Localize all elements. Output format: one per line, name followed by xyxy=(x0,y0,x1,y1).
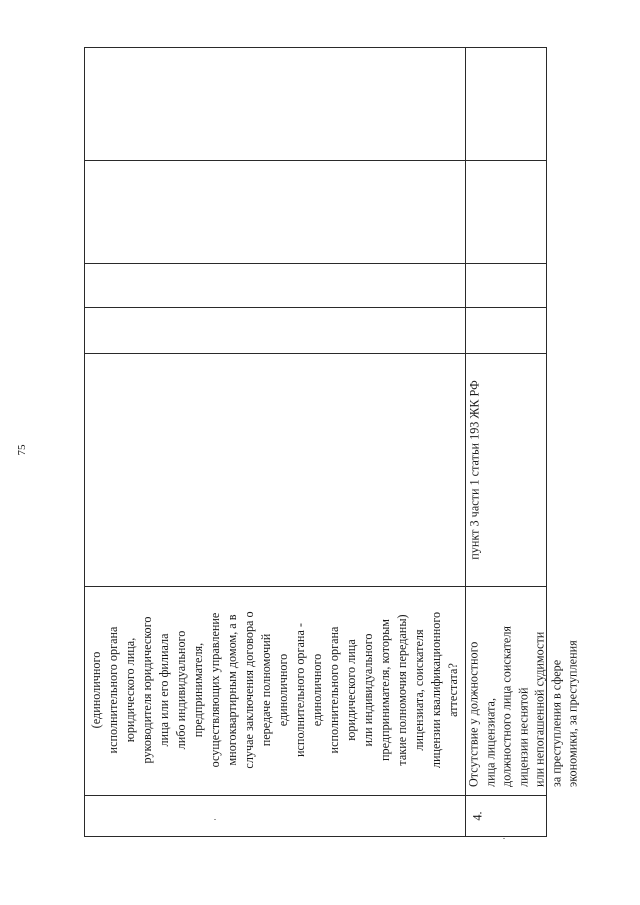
column-divider xyxy=(84,263,547,264)
requirement-line: единоличного xyxy=(310,653,324,727)
column-divider xyxy=(84,353,547,354)
column-divider xyxy=(84,160,547,161)
requirement-line: исполнительного органа - xyxy=(293,623,307,757)
requirement-continuation-cell xyxy=(88,593,462,787)
requirement-line: исполнительного органа xyxy=(327,626,341,754)
requirement-line: должностного лица соискателя xyxy=(499,625,514,787)
column-divider xyxy=(84,795,547,796)
row-number: 4. xyxy=(470,811,485,821)
requirement-line: лица или его филиала xyxy=(157,633,171,747)
requirement-line: лицензии квалификационного xyxy=(429,611,443,769)
scan-speck xyxy=(214,819,216,820)
requirement-line: передаче полномочий xyxy=(259,633,273,747)
requirement-line: лицензии неснятой xyxy=(515,687,530,787)
requirement-line: случае заключения договора о xyxy=(242,611,256,769)
requirement-line: единоличного xyxy=(276,653,290,727)
requirement-line: предпринимателя, которым xyxy=(378,619,392,761)
column-divider xyxy=(84,586,547,587)
requirement-line: многоквартирным домом, а в xyxy=(225,614,239,766)
requirement-line: юридического лица xyxy=(344,639,358,741)
requirement-line: экономики, за преступления xyxy=(565,640,580,787)
table-border-left xyxy=(84,47,85,837)
column-divider xyxy=(84,307,547,308)
requirement-line: предпринимателя, xyxy=(191,642,205,738)
table-border-top xyxy=(84,47,547,48)
requirement-line: аттестата? xyxy=(446,663,460,717)
requirement-line: за преступления в сфере xyxy=(548,659,563,787)
requirement-line: такие полномочия переданы) xyxy=(395,614,409,766)
requirement-line: руководителя юридического xyxy=(140,616,154,764)
requirement-line: юридического лица, xyxy=(123,637,137,743)
requirement-line: или индивидуального xyxy=(361,633,375,747)
requirement-line: или непогашенной судимости xyxy=(532,631,547,787)
requirement-line: лицензиата, соискателя xyxy=(412,629,426,751)
requirement-line: осуществляющих управление xyxy=(208,612,222,768)
requirement-line: Отсутствие у должностного xyxy=(466,641,481,787)
requirement-line: (единоличного xyxy=(89,651,103,729)
requirement-line: либо индивидуального xyxy=(174,630,188,750)
table-border-bottom xyxy=(84,836,547,837)
requirement-cell xyxy=(465,593,581,787)
scan-speck xyxy=(503,838,505,839)
requirement-line: исполнительного органа xyxy=(106,626,120,754)
legal-reference-cell: пункт 3 части 1 статьи 193 ЖК РФ xyxy=(467,380,482,560)
page-number: 75 xyxy=(16,444,28,456)
requirement-line: лица лицензиата, xyxy=(482,697,497,787)
